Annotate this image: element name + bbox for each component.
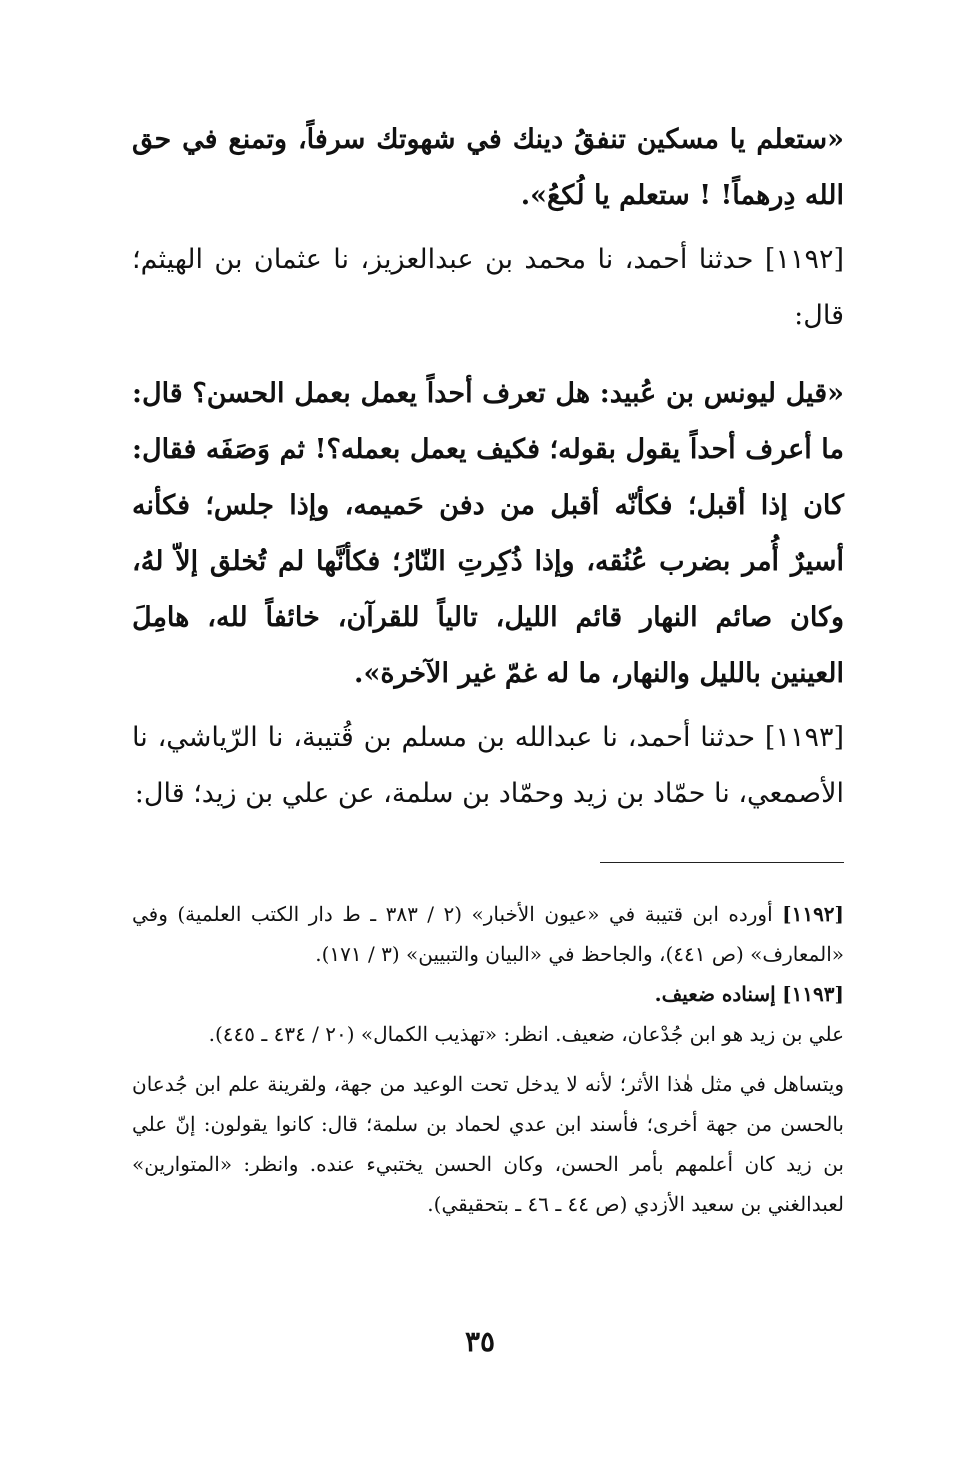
footnote-divider xyxy=(600,862,844,863)
footnote-1193-discussion: ويتساهل في مثل هٰذا الأثر؛ لأنه لا يدخل تحت الوعيد من جهة، ولقرينة علم ابن جُدعان بالحسن من جهة أخرى؛ فأسند ابن عدي لحماد بن سلمة؛ قال: كانوا يقولون: إنّ علي بن زيد كان أعلمهم بأمر الحسن، وكان الحسن يختبيء عنده. وانظر: «المتوارين» لعبدالغني بن سعيد الأزدي (ص ٤٤ ـ ٤٦ ـ بتحقيقي). xyxy=(132,1072,844,1216)
quote-paragraph-2: «قيل ليونس بن عُبيد: هل تعرف أحداً يعمل بعمل الحسن؟ قال: ما أعرف أحداً يقول بقوله؛ فكيف يعمل بعمله؟! ثم وَصَفَه فقال: كان إذا أقبل؛ فكأنّه أقبل من دفن حَميمه، وإذا جلس؛ فكأنه أسيرٌ أُمر بضرب عُنُقه، وإذا ذُكِرتِ النّارُ؛ فكأنَّها لم تُخلق إلاّ لهُ، وكان صائم النهار قائم الليل، تالياً للقرآن، خائفاً لله، هامِلَ العينين بالليل والنهار، ما له غمّ غير الآخرة». xyxy=(132,378,844,689)
narration-1192: [١١٩٢] حدثنا أحمد، نا محمد بن عبدالعزيز، نا عثمان بن الهيثم؛ قال: xyxy=(132,244,844,331)
main-text xyxy=(132,112,844,822)
quote-paragraph-1: «ستعلم يا مسكين تنفقُ دينك في شهوتك سرفاً، وتمنع في حق الله دِرهماً! ! ستعلم يا لُكعُ». xyxy=(132,124,844,211)
page-number: ٣٥ xyxy=(464,1325,496,1358)
footnote-text-1193: إسناده ضعيف. xyxy=(654,982,776,1006)
footnote-1193 xyxy=(132,974,844,1014)
footnote-text-1192: أورده ابن قتيبة في «عيون الأخبار» (٢ / ٣٨٣ ـ ط دار الكتب العلمية) وفي «المعارف» (ص ٤٤١)، والجاحظ في «البيان والتبيين» (٣ / ١٧١). xyxy=(132,902,844,966)
footnote-label-1193: [١١٩٣] xyxy=(782,982,844,1006)
footnote-label-1192: [١١٩٢] xyxy=(782,902,845,926)
narration-1193: [١١٩٣] حدثنا أحمد، نا عبدالله بن مسلم بن قُتيبة، نا الرّياشي، نا الأصمعي، نا حمّاد بن زيد وحمّاد بن سلمة، عن علي بن زيد؛ قال: xyxy=(132,722,844,809)
footnotes xyxy=(132,894,844,1224)
footnote-1192 xyxy=(132,894,844,974)
footnote-1193-narrator: علي بن زيد هو ابن جُدْعان، ضعيف. انظر: «تهذيب الكمال» (٢٠ / ٤٣٤ ـ ٤٤٥). xyxy=(208,1022,844,1046)
